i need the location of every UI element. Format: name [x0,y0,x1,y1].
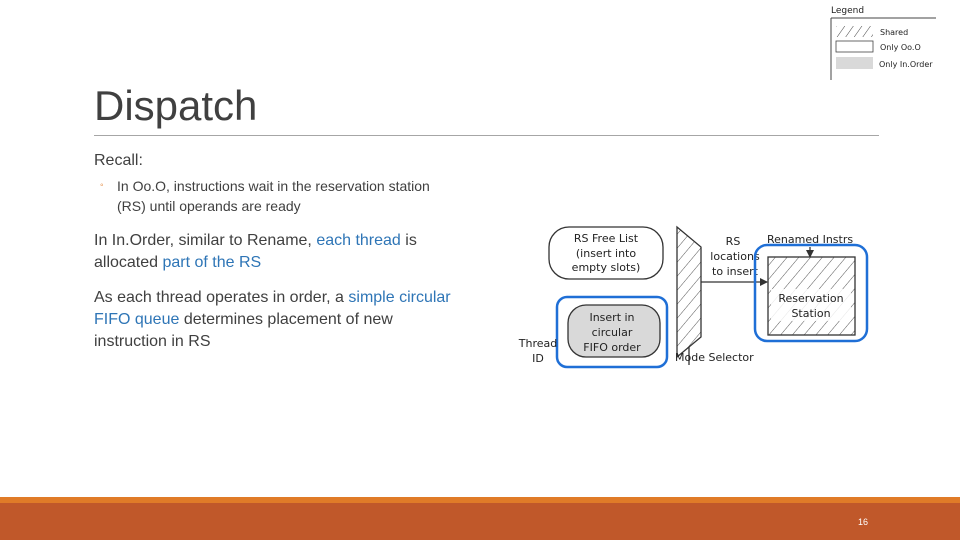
paragraph-fifo-placement [94,287,469,353]
dispatch-diagram [505,215,875,375]
renamed-instrs-label: Renamed Instrs [767,233,854,246]
rs-locations-line-3: to insert [712,265,758,278]
para2-text-2: determines placement of new instruction in RS [94,311,393,350]
page-number: 16 [858,517,869,527]
mode-mux-trapezoid [677,227,701,357]
thread-id-line-1: Thread [518,337,558,350]
fifo-line-3: FIFO order [583,341,641,354]
rs-locations-line-1: RS [725,235,741,248]
reservation-station-line-1: Reservation [778,292,844,305]
recall-bullet-text: In Oo.O, instructions wait in the reservation station (RS) until operands are ready [117,178,430,214]
para2-text-1: As each thread operates in order, a [94,289,349,306]
fifo-line-2: circular [591,326,633,339]
para1-accent-each-thread: each thread [316,232,401,249]
rs-locations-line-2: locations [710,250,760,263]
legend [820,0,960,82]
rs-free-list-line-1: RS Free List [573,232,639,245]
mode-selector-label: Mode Selector [675,351,754,364]
fifo-line-1: Insert in [589,311,635,324]
para1-text-1: In In.Order, similar to Rename, [94,232,317,249]
para2-accent-fifo-queue: simple circular FIFO queue [94,289,451,328]
legend-label-ooo: Only Oo.O [880,43,921,52]
footer-bar [0,503,960,540]
legend-swatch-inorder [836,57,873,69]
reservation-station-line-2: Station [791,307,831,320]
para1-text-2: is allocated [94,232,417,271]
legend-swatch-ooo [836,41,873,52]
legend-label-shared: Shared [880,28,909,37]
para1-accent-part-of-rs: part of the RS [162,254,262,271]
legend-swatch-shared [836,26,873,37]
legend-title: Legend [831,6,865,16]
title-divider [94,135,879,136]
recall-heading: Recall: [94,152,143,169]
rs-free-list-line-3: empty slots) [571,261,641,274]
paragraph-per-thread-allocation [94,230,474,274]
slide-title: Dispatch [94,82,258,129]
bullet-marker-icon: ◦ [100,180,104,191]
thread-id-line-2: ID [532,352,544,365]
legend-label-inorder: Only In.Order [879,60,933,69]
rs-free-list-line-2: (insert into [575,247,637,260]
